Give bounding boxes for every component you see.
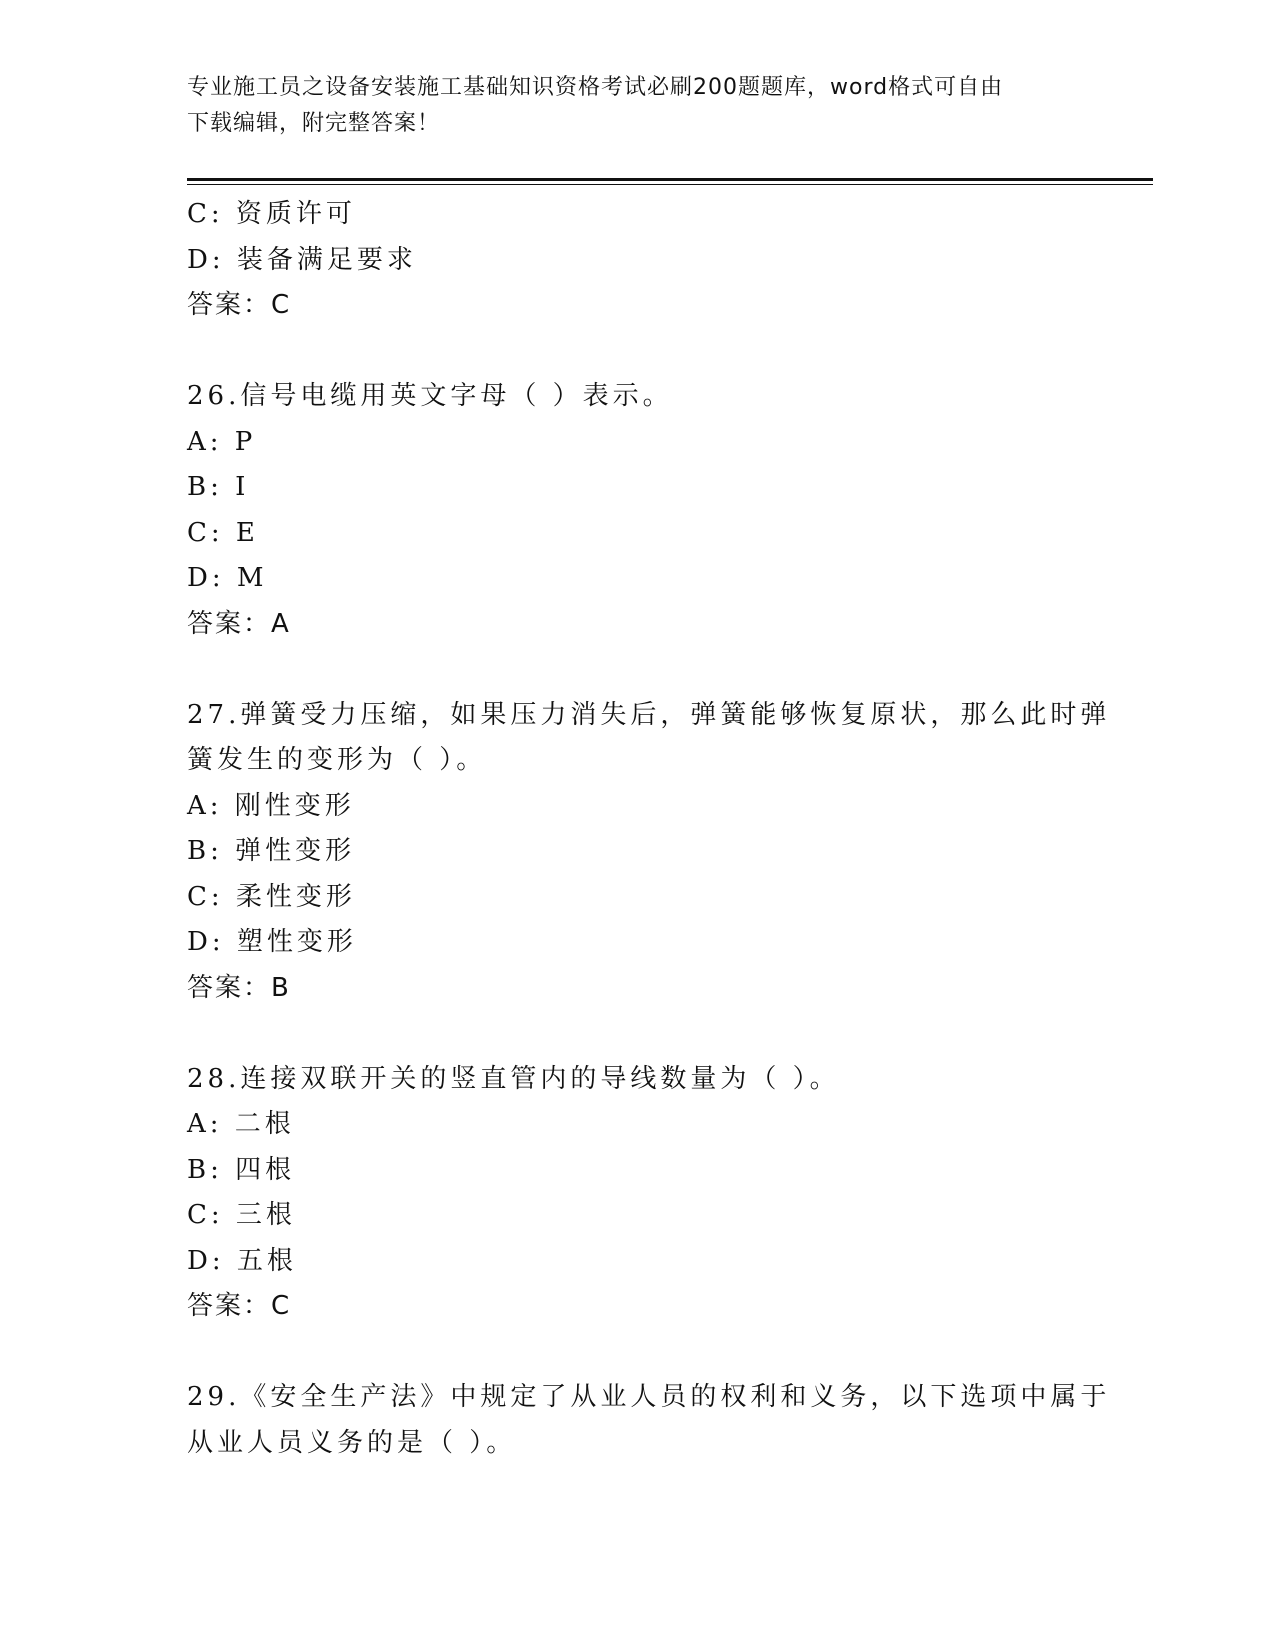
spacer <box>187 329 1087 375</box>
question-text-cont: 从业人员义务的是（ ）。 <box>187 1427 517 1458</box>
answer-line: 答案：B <box>187 972 291 1003</box>
header-line-1: 专业施工员之设备安装施工基础知识资格考试必刷200题题库，word格式可自由 <box>187 75 1004 100</box>
question-text: 29.《安全生产法》中规定了从业人员的权利和义务，以下选项中属于 <box>187 1382 1111 1412</box>
question-text: 26.信号电缆用英文字母（ ）表示。 <box>187 381 673 411</box>
spacer <box>187 1011 1087 1057</box>
option-c: C: 三根 <box>187 1200 296 1230</box>
option-a: A: 刚性变形 <box>187 790 355 821</box>
question-28 <box>187 1057 1087 1330</box>
question-text: 28.连接双联开关的竖直管内的导线数量为（ ）。 <box>187 1063 840 1094</box>
option-d: D: 塑性变形 <box>187 927 357 957</box>
option-d: D: 五根 <box>187 1245 297 1276</box>
spacer <box>187 1330 1087 1376</box>
option-b: B: I <box>187 472 250 502</box>
spacer <box>187 647 1087 693</box>
question-text: 27.弹簧受力压缩，如果压力消失后，弹簧能够恢复原状，那么此时弹 <box>187 699 1111 730</box>
option-c: C: E <box>187 517 259 548</box>
option-d: D: 装备满足要求 <box>187 244 417 275</box>
answer-line: 答案：C <box>187 1291 292 1321</box>
question-27 <box>187 693 1111 1012</box>
answer-line: 答案：A <box>187 608 291 639</box>
document-header <box>187 70 1067 142</box>
option-d: D: M <box>187 563 268 593</box>
question-text-cont: 簧发生的变形为（ ）。 <box>187 745 487 775</box>
header-line-2: 下载编辑，附完整答案！ <box>187 111 441 136</box>
answer-line: 答案：C <box>187 290 292 320</box>
option-b: B: 四根 <box>187 1154 296 1185</box>
option-b: B: 弹性变形 <box>187 836 356 866</box>
question-26 <box>187 374 1087 647</box>
option-c: C: 柔性变形 <box>187 881 356 912</box>
option-a: A: P <box>187 426 257 457</box>
question-content <box>187 192 1111 1466</box>
question-29 <box>187 1375 1111 1466</box>
header-divider-thick <box>187 178 1153 181</box>
header-divider-thin <box>187 184 1153 185</box>
option-a: A: 二根 <box>187 1109 295 1139</box>
option-c: C: 资质许可 <box>187 199 356 229</box>
